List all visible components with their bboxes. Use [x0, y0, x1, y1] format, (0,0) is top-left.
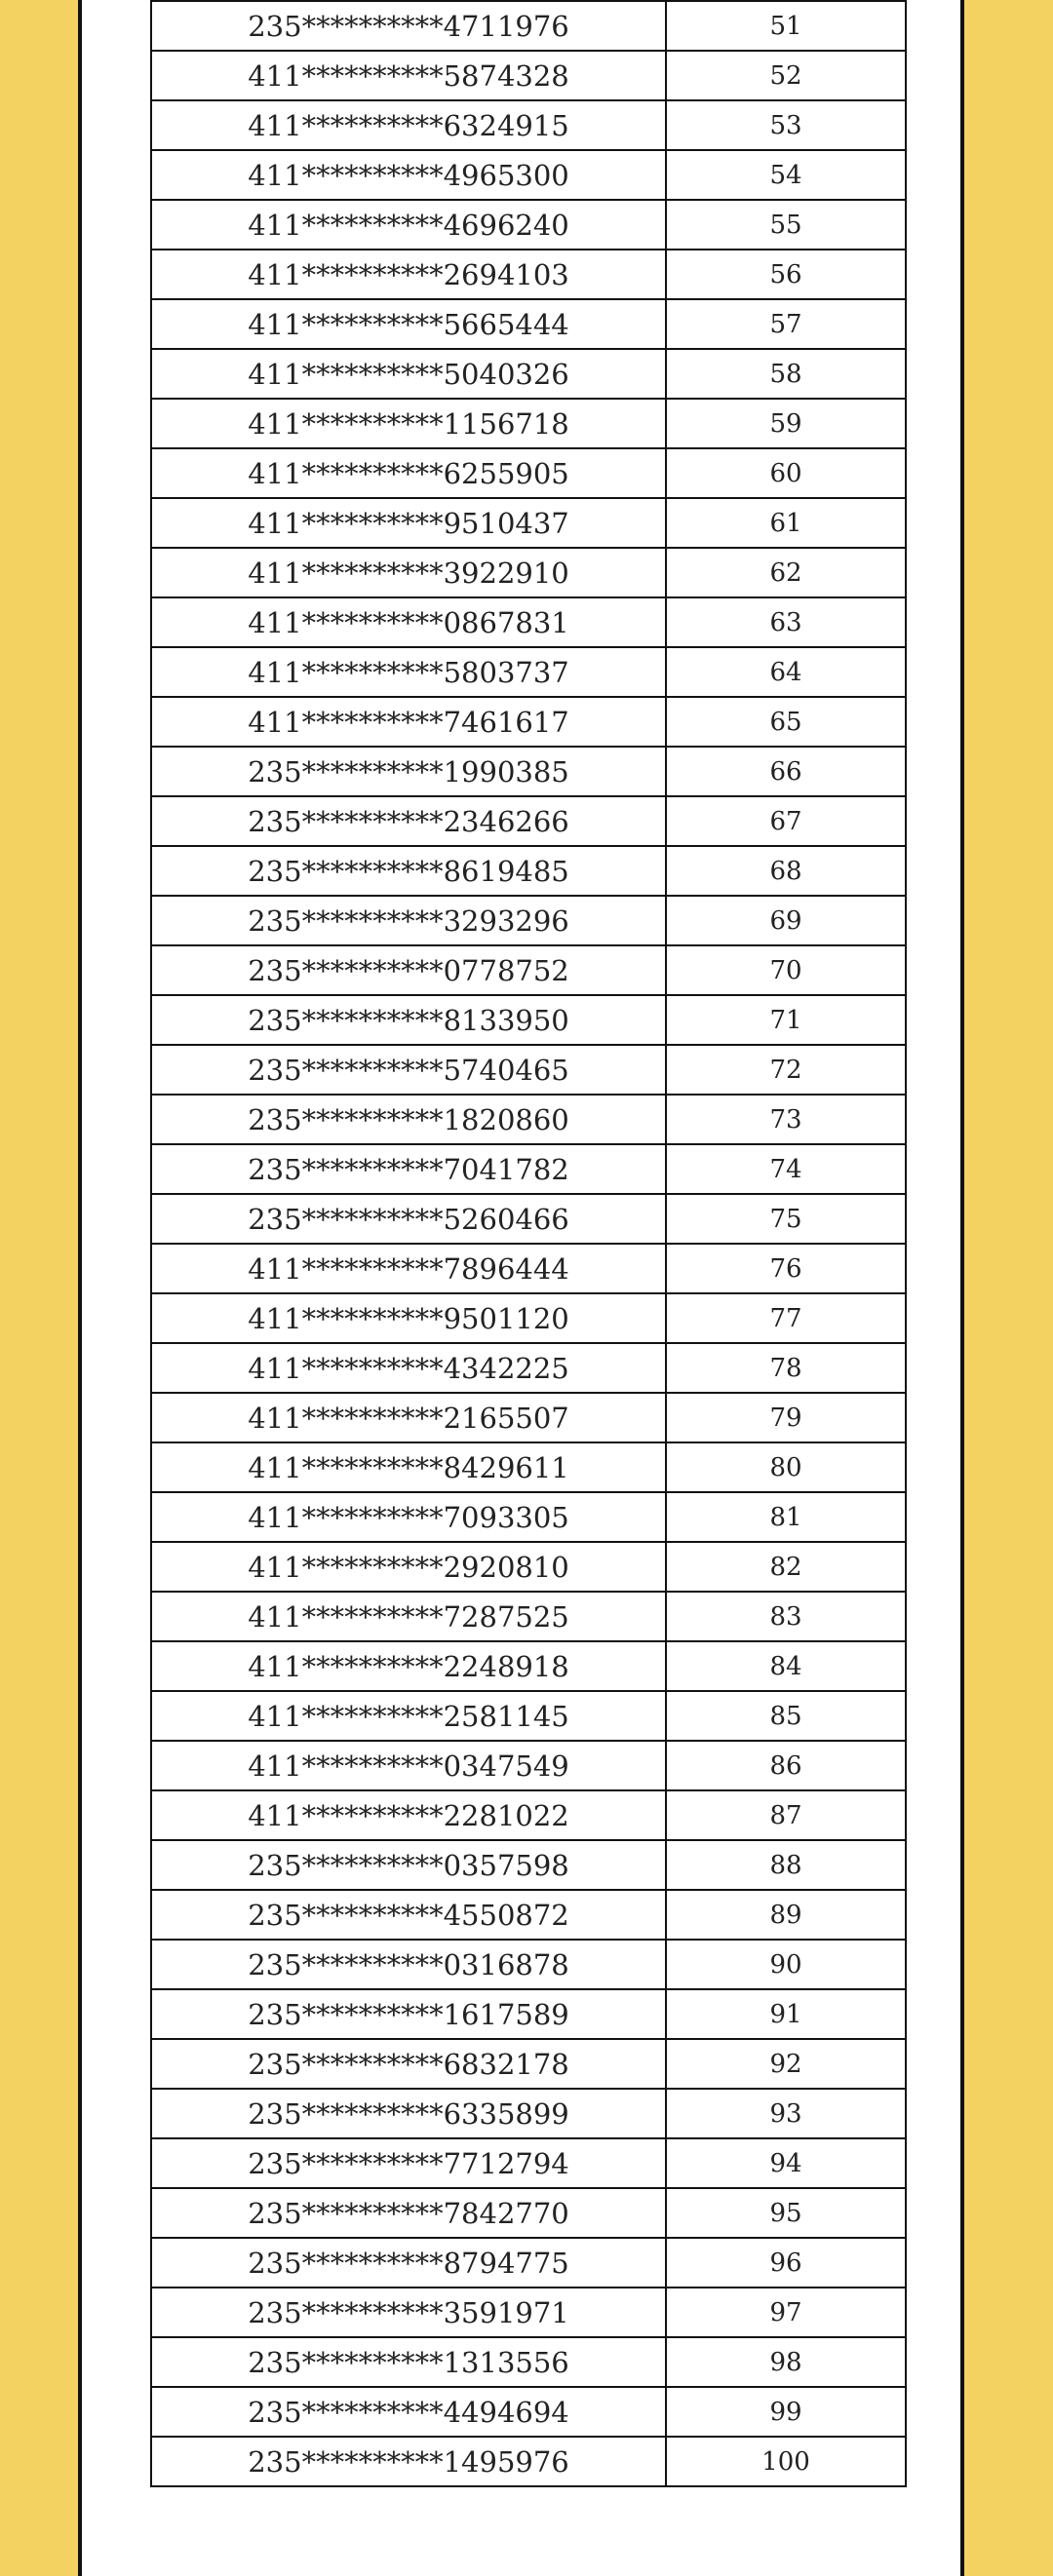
table-row [151, 548, 906, 597]
id-number-cell: 235**********2346266 [151, 796, 666, 846]
rank-cell: 69 [666, 896, 906, 945]
rank-cell: 73 [666, 1095, 906, 1144]
id-number-cell: 411**********5874328 [151, 51, 666, 100]
id-number-cell: 411**********5665444 [151, 299, 666, 349]
id-number-cell: 411**********2248918 [151, 1641, 666, 1691]
table-row [151, 796, 906, 846]
table-row [151, 697, 906, 747]
table-row [151, 1, 906, 51]
table-row [151, 2138, 906, 2188]
id-number-cell: 235**********3293296 [151, 896, 666, 945]
id-number-cell: 235**********1313556 [151, 2337, 666, 2387]
table-row [151, 1989, 906, 2039]
table-row [151, 349, 906, 399]
table-row [151, 2188, 906, 2238]
table-row [151, 51, 906, 100]
id-number-cell: 411**********8429611 [151, 1442, 666, 1492]
id-number-cell: 411**********7287525 [151, 1592, 666, 1641]
rank-cell: 79 [666, 1393, 906, 1442]
table-row [151, 1144, 906, 1194]
id-number-cell: 235**********5740465 [151, 1045, 666, 1095]
id-number-cell: 235**********1617589 [151, 1989, 666, 2039]
table-row [151, 747, 906, 796]
rank-cell: 97 [666, 2288, 906, 2337]
id-number-cell: 411**********2581145 [151, 1691, 666, 1741]
document-page [78, 0, 964, 2576]
table-row [151, 1442, 906, 1492]
table-row [151, 896, 906, 945]
table-row [151, 1940, 906, 1989]
rank-cell: 67 [666, 796, 906, 846]
table-row [151, 1691, 906, 1741]
id-number-table [150, 0, 907, 2487]
table-row [151, 1741, 906, 1790]
rank-cell: 90 [666, 1940, 906, 1989]
rank-cell: 74 [666, 1144, 906, 1194]
table-row [151, 399, 906, 448]
table-row [151, 1194, 906, 1244]
id-number-cell: 235**********4494694 [151, 2387, 666, 2437]
rank-cell: 80 [666, 1442, 906, 1492]
id-number-cell: 411**********2165507 [151, 1393, 666, 1442]
id-number-cell: 235**********1495976 [151, 2437, 666, 2486]
rank-cell: 88 [666, 1840, 906, 1890]
id-number-cell: 411**********7896444 [151, 1244, 666, 1293]
id-number-cell: 411**********5803737 [151, 647, 666, 697]
rank-cell: 91 [666, 1989, 906, 2039]
rank-cell: 89 [666, 1890, 906, 1940]
table-row [151, 2039, 906, 2089]
rank-cell: 63 [666, 597, 906, 647]
id-number-cell: 235**********8794775 [151, 2238, 666, 2288]
rank-cell: 55 [666, 200, 906, 250]
id-number-cell: 235**********8133950 [151, 995, 666, 1045]
id-number-cell: 235**********6335899 [151, 2089, 666, 2138]
rank-cell: 96 [666, 2238, 906, 2288]
table-row [151, 1343, 906, 1393]
id-number-cell: 235**********7842770 [151, 2188, 666, 2238]
rank-cell: 59 [666, 399, 906, 448]
table-row [151, 1095, 906, 1144]
id-number-cell: 235**********1990385 [151, 747, 666, 796]
table-row [151, 1840, 906, 1890]
id-number-cell: 411**********4965300 [151, 150, 666, 200]
id-number-cell: 411**********9510437 [151, 498, 666, 548]
rank-cell: 87 [666, 1790, 906, 1840]
id-number-cell: 235**********3591971 [151, 2288, 666, 2337]
table-row [151, 995, 906, 1045]
id-number-cell: 235**********0357598 [151, 1840, 666, 1890]
rank-cell: 82 [666, 1542, 906, 1592]
id-number-cell: 235**********8619485 [151, 846, 666, 896]
table-row [151, 1293, 906, 1343]
table-row [151, 1393, 906, 1442]
rank-cell: 85 [666, 1691, 906, 1741]
id-number-cell: 411**********0347549 [151, 1741, 666, 1790]
rank-cell: 83 [666, 1592, 906, 1641]
table-row [151, 200, 906, 250]
table-row [151, 2437, 906, 2486]
table-row [151, 2288, 906, 2337]
table-row [151, 1592, 906, 1641]
id-number-cell: 235**********0316878 [151, 1940, 666, 1989]
id-number-cell: 411**********2694103 [151, 250, 666, 299]
table-row [151, 945, 906, 995]
table-row [151, 2337, 906, 2387]
id-number-cell: 411**********7093305 [151, 1492, 666, 1542]
rank-cell: 98 [666, 2337, 906, 2387]
rank-cell: 94 [666, 2138, 906, 2188]
rank-cell: 84 [666, 1641, 906, 1691]
table-row [151, 2387, 906, 2437]
id-number-cell: 235**********6832178 [151, 2039, 666, 2089]
id-number-cell: 411**********1156718 [151, 399, 666, 448]
id-number-cell: 411**********2920810 [151, 1542, 666, 1592]
rank-cell: 62 [666, 548, 906, 597]
id-number-cell: 235**********1820860 [151, 1095, 666, 1144]
id-number-cell: 411**********9501120 [151, 1293, 666, 1343]
table-row [151, 1492, 906, 1542]
rank-cell: 81 [666, 1492, 906, 1542]
table-row [151, 299, 906, 349]
rank-cell: 53 [666, 100, 906, 150]
id-number-cell: 235**********7041782 [151, 1144, 666, 1194]
rank-cell: 61 [666, 498, 906, 548]
rank-cell: 64 [666, 647, 906, 697]
id-number-cell: 411**********6255905 [151, 448, 666, 498]
id-number-cell: 411**********5040326 [151, 349, 666, 399]
rank-cell: 71 [666, 995, 906, 1045]
id-number-cell: 411**********3922910 [151, 548, 666, 597]
table-row [151, 1045, 906, 1095]
rank-cell: 70 [666, 945, 906, 995]
id-number-cell: 411**********4696240 [151, 200, 666, 250]
rank-cell: 86 [666, 1741, 906, 1790]
rank-cell: 68 [666, 846, 906, 896]
table-row [151, 1542, 906, 1592]
rank-cell: 52 [666, 51, 906, 100]
table-row [151, 448, 906, 498]
rank-cell: 57 [666, 299, 906, 349]
table-row [151, 150, 906, 200]
table-row [151, 1244, 906, 1293]
rank-cell: 56 [666, 250, 906, 299]
rank-cell: 60 [666, 448, 906, 498]
table-row [151, 597, 906, 647]
rank-cell: 100 [666, 2437, 906, 2486]
id-number-cell: 411**********7461617 [151, 697, 666, 747]
rank-cell: 66 [666, 747, 906, 796]
rank-cell: 92 [666, 2039, 906, 2089]
table-row [151, 2089, 906, 2138]
rank-cell: 65 [666, 697, 906, 747]
table-row [151, 647, 906, 697]
table-row [151, 1790, 906, 1840]
rank-cell: 93 [666, 2089, 906, 2138]
rank-cell: 75 [666, 1194, 906, 1244]
table-row [151, 1641, 906, 1691]
table-body [151, 1, 906, 2486]
id-number-cell: 235**********7712794 [151, 2138, 666, 2188]
table-row [151, 250, 906, 299]
rank-cell: 95 [666, 2188, 906, 2238]
table-row [151, 2238, 906, 2288]
id-number-cell: 411**********6324915 [151, 100, 666, 150]
id-number-cell: 411**********0867831 [151, 597, 666, 647]
id-number-cell: 235**********0778752 [151, 945, 666, 995]
id-number-cell: 235**********4711976 [151, 1, 666, 51]
rank-cell: 72 [666, 1045, 906, 1095]
rank-cell: 58 [666, 349, 906, 399]
rank-cell: 78 [666, 1343, 906, 1393]
id-number-cell: 235**********4550872 [151, 1890, 666, 1940]
table-row [151, 100, 906, 150]
rank-cell: 54 [666, 150, 906, 200]
id-number-cell: 411**********4342225 [151, 1343, 666, 1393]
table-row [151, 1890, 906, 1940]
rank-cell: 76 [666, 1244, 906, 1293]
rank-cell: 51 [666, 1, 906, 51]
table-row [151, 846, 906, 896]
id-number-cell: 411**********2281022 [151, 1790, 666, 1840]
id-number-cell: 235**********5260466 [151, 1194, 666, 1244]
rank-cell: 77 [666, 1293, 906, 1343]
table-row [151, 498, 906, 548]
rank-cell: 99 [666, 2387, 906, 2437]
